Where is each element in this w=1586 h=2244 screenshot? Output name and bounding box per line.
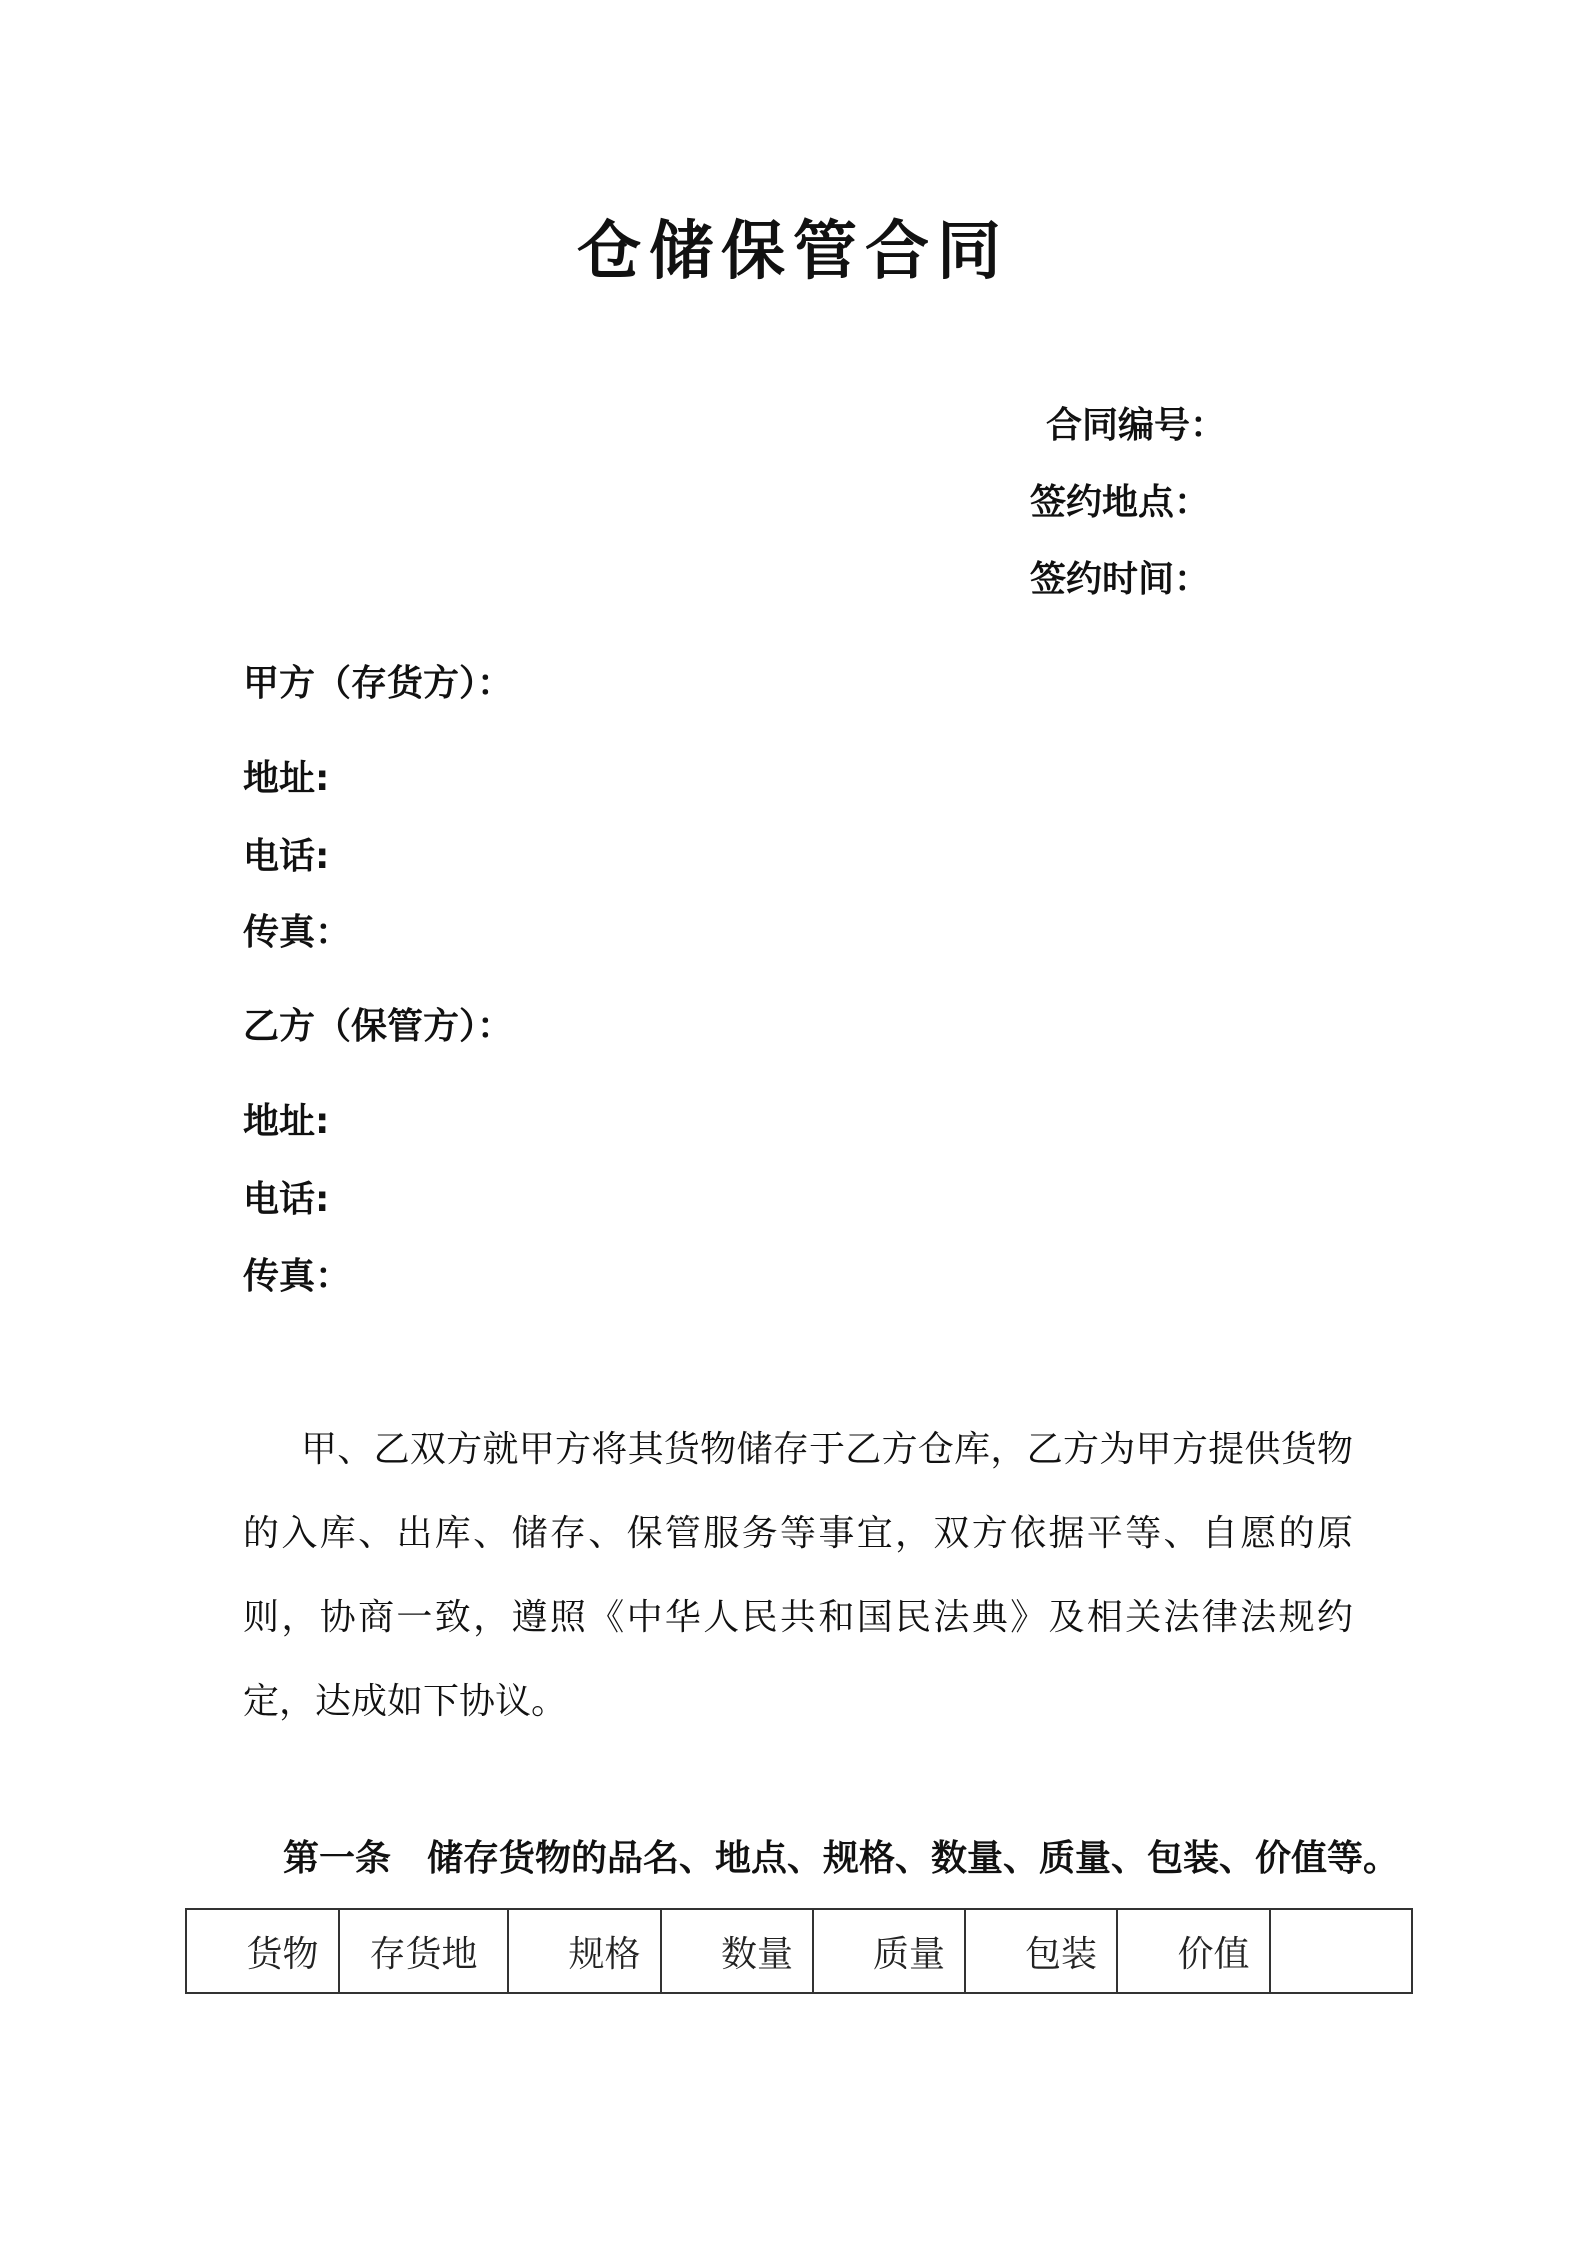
party-a-address: 地址:	[243, 758, 330, 799]
sign-time-label: 签约时间：	[1030, 559, 1211, 600]
header-storage-location: 存货地	[339, 1909, 508, 1993]
party-a-heading: 甲方（存货方）：	[243, 663, 514, 704]
contract-number-label: 合同编号：	[1046, 405, 1227, 446]
party-b-heading: 乙方（保管方）：	[243, 1006, 514, 1047]
header-spec: 规格	[508, 1909, 661, 1993]
party-b-phone: 电话:	[243, 1179, 330, 1220]
header-goods: 货物	[186, 1909, 339, 1993]
goods-table	[185, 1908, 1413, 1994]
article-1-heading: 第一条 储存货物的品名、地点、规格、数量、质量、包装、价值等。	[283, 1838, 1400, 1879]
header-quality: 质量	[813, 1909, 965, 1993]
party-b-address: 地址:	[243, 1101, 330, 1142]
table-header-row	[186, 1909, 1412, 1993]
header-empty	[1270, 1909, 1412, 1993]
header-value: 价值	[1117, 1909, 1270, 1993]
sign-place-label: 签约地点：	[1030, 482, 1211, 523]
header-quantity: 数量	[661, 1909, 813, 1993]
document-title: 仓储保管合同	[577, 215, 1009, 289]
intro-paragraph: 甲、乙双方就甲方将其货物储存于乙方仓库，乙方为甲方提供货物的入库、出库、储存、保管服务等事宜，双方依据平等、自愿的原则，协商一致，遵照《中华人民共和国民法典》及相关法律法规约定，达成如下协议。	[243, 1429, 1353, 1722]
party-a-phone: 电话:	[243, 836, 330, 877]
header-packaging: 包装	[965, 1909, 1117, 1993]
party-a-fax: 传真：	[243, 912, 352, 953]
party-b-fax: 传真：	[243, 1256, 352, 1297]
